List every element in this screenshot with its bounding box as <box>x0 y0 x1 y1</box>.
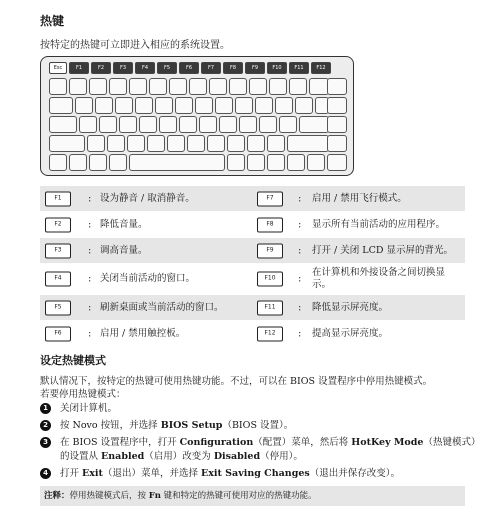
step-number: 1 <box>40 403 51 414</box>
hotkey-description: 在计算机和外接设备之间切换显示。 <box>312 267 446 290</box>
table-row: F6 : 启用 / 禁用触控板。 F12 : 提高显示屏亮度。 <box>40 321 465 347</box>
fkey: F3 <box>113 62 133 74</box>
volume-down-key-icon: F2 <box>45 217 71 232</box>
brightness-up-key-icon: F12 <box>257 326 283 341</box>
fkey: F8 <box>223 62 243 74</box>
list-item: 2 按 Novo 按钮，并选择 BIOS Setup（BIOS 设置）。 <box>40 419 480 433</box>
step-number: 2 <box>40 420 51 431</box>
table-row: F2 : 降低音量。 F8 : 显示所有当前活动的应用程序。 <box>40 212 465 238</box>
note-box: 注释：停用热键模式后，按 Fn 键和特定的热键可使用对应的热键功能。 <box>40 486 465 506</box>
volume-up-key-icon: F3 <box>45 243 71 258</box>
display-switch-key-icon: F10 <box>257 272 283 287</box>
list-item: 3 在 BIOS 设置程序中，打开 Configuration（配置）菜单，然后将 HotKey Mode（热键模式）的设置从 Enabled（启用）改变为 Disabled（停用）。 <box>40 436 480 464</box>
hotkey-description: 降低显示屏亮度。 <box>312 301 389 313</box>
paragraph: 默认情况下，按特定的热键可使用热键功能。不过，可以在 BIOS 设置程序中停用热键模式。 若要停用热键模式： <box>40 376 433 400</box>
refresh-key-icon: F5 <box>45 300 71 315</box>
hotkey-description: 调高音量。 <box>100 244 148 256</box>
fkey: F2 <box>91 62 111 74</box>
table-row: F3 : 调高音量。 F9 : 打开 / 关闭 LCD 显示屏的背光。 <box>40 238 465 264</box>
step-list <box>40 402 480 484</box>
key-row-4 <box>49 135 329 152</box>
hotkey-description: 打开 / 关闭 LCD 显示屏的背光。 <box>312 244 453 256</box>
fkey: F5 <box>157 62 177 74</box>
hotkey-description: 启用 / 禁用飞行模式。 <box>312 192 407 204</box>
fkey: F12 <box>311 62 331 74</box>
fkey: F6 <box>179 62 199 74</box>
key-row-5 <box>49 154 325 171</box>
hotkey-description: 降低音量。 <box>100 218 148 230</box>
list-item: 4 打开 Exit（退出）菜单，并选择 Exit Saving Changes（退出并保存改变）。 <box>40 467 480 481</box>
fkey: Esc <box>49 62 67 74</box>
step-number: 4 <box>40 468 51 479</box>
brightness-down-key-icon: F11 <box>257 300 283 315</box>
close-window-key-icon: F4 <box>45 272 71 287</box>
section-title: 热键 <box>40 14 65 28</box>
subsection-title: 设定热键模式 <box>40 354 106 367</box>
fkey: F1 <box>69 62 89 74</box>
touchpad-key-icon: F6 <box>45 326 71 341</box>
fkey: F4 <box>135 62 155 74</box>
fkey: F9 <box>245 62 265 74</box>
table-row: F1 : 设为静音 / 取消静音。 F7 : 启用 / 禁用飞行模式。 <box>40 186 465 212</box>
intro-text: 按特定的热键可立即进入相应的系统设置。 <box>40 40 230 51</box>
hotkey-description: 刷新桌面或当前活动的窗口。 <box>100 301 224 313</box>
table-row: F5 : 刷新桌面或当前活动的窗口。 F11 : 降低显示屏亮度。 <box>40 295 465 321</box>
hotkey-description: 显示所有当前活动的应用程序。 <box>312 218 446 230</box>
list-item: 1 关闭计算机。 <box>40 402 480 416</box>
hotkey-description: 启用 / 禁用触控板。 <box>100 327 186 339</box>
key-row-2 <box>49 97 329 114</box>
volume-mute-key-icon: F1 <box>45 191 71 206</box>
airplane-mode-key-icon: F7 <box>257 191 283 206</box>
table-row: F4 : 关闭当前活动的窗口。 F10 : 在计算机和外接设备之间切换显示。 <box>40 264 465 295</box>
hotkey-description: 提高显示屏亮度。 <box>312 327 389 339</box>
task-view-key-icon: F8 <box>257 217 283 232</box>
hotkey-description: 设为静音 / 取消静音。 <box>100 192 195 204</box>
fkey: F10 <box>267 62 287 74</box>
fkey: F7 <box>201 62 221 74</box>
function-key-row <box>49 62 331 74</box>
fkey: F11 <box>289 62 309 74</box>
hotkey-table <box>40 186 465 347</box>
key-row-1 <box>49 78 329 95</box>
keyboard-illustration <box>40 56 354 176</box>
note-label: 注释： <box>44 491 70 501</box>
step-number: 3 <box>40 437 51 448</box>
backlight-key-icon: F9 <box>257 243 283 258</box>
key-row-3 <box>49 116 329 133</box>
hotkey-description: 关闭当前活动的窗口。 <box>100 273 196 284</box>
